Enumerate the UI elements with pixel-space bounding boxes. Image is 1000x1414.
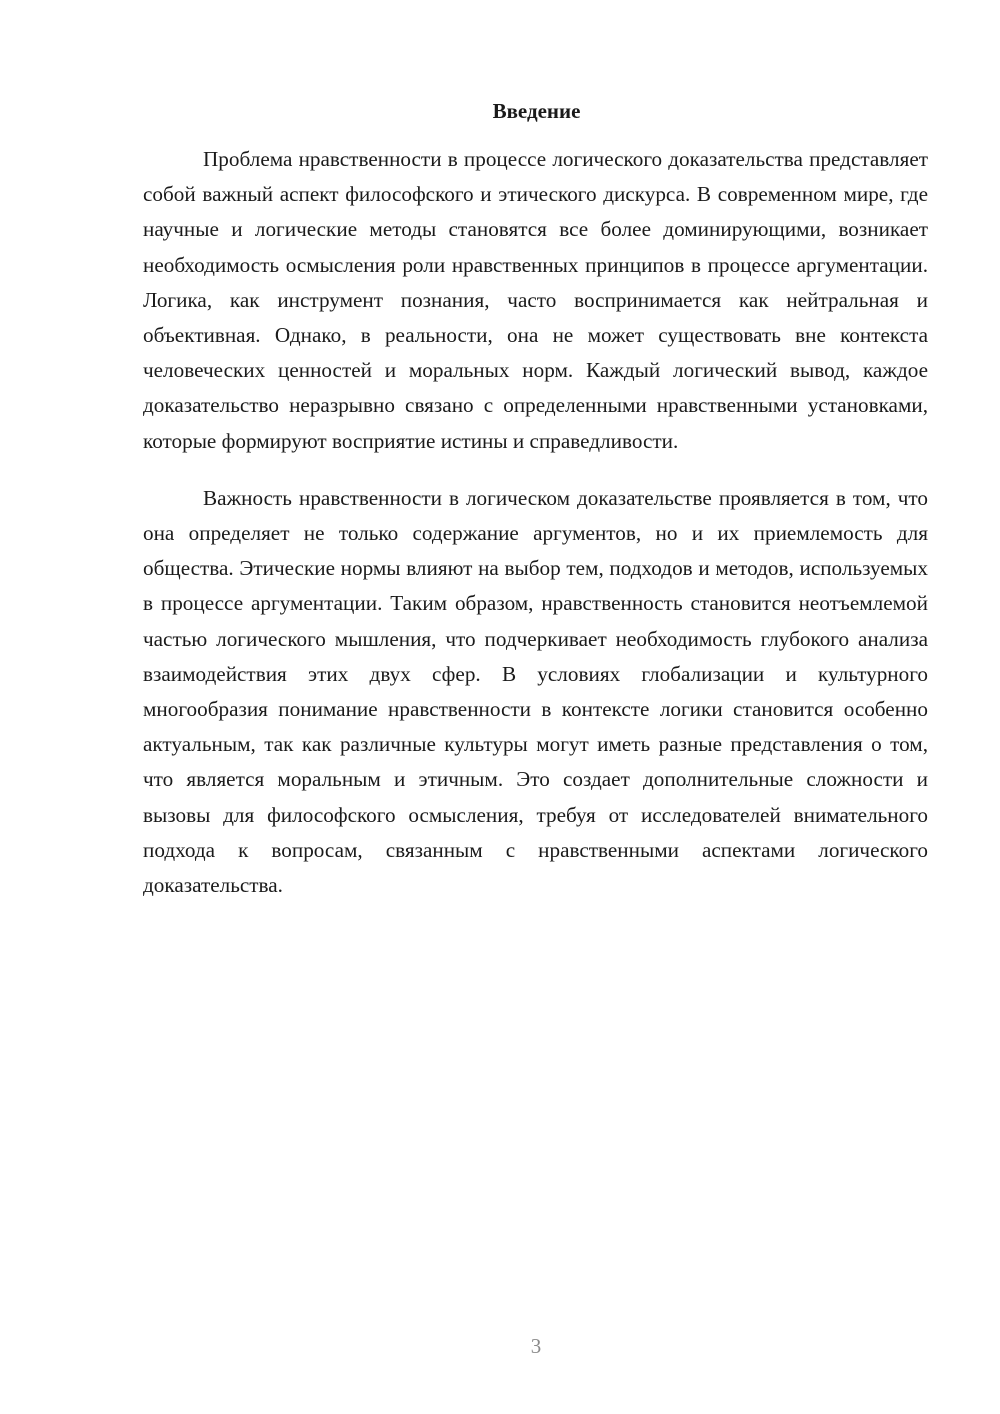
page-number: 3	[530, 1334, 542, 1358]
paragraph-2: Важность нравственности в логическом доказательстве проявляется в том, что она определяет не только содержание аргументов, но и их приемлемость для общества. Этические нормы влияют на выбор тем, подходов и методов, используемых в процессе аргументации. Таким образом, нравственность становится неотъемлемой частью логического мышления, что подчеркивает необходимость глубокого анализа взаимодействия этих двух сфер. В условиях глобализации и культурного многообразия понимание нравственности в контексте логики становится особенно актуальным, так как различные культуры могут иметь разные представления о том, что является моральным и этичным. Это создает дополнительные сложности и вызовы для философского осмысления, требуя от исследователей внимательного подхода к вопросам, связанным с нравственными аспектами логического доказательства.	[143, 485, 928, 898]
section-title: Введение	[492, 99, 581, 123]
page-content	[143, 96, 928, 903]
paragraph-1: Проблема нравственности в процессе логического доказательства представляет собой важный аспект философского и этического дискурса. В современном мире, где научные и логические методы становятся все более доминирующими, возникает необходимость осмысления роли нравственных принципов в процессе аргументации. Логика, как инструмент познания, часто воспринимается как нейтральная и объективная. Однако, в реальности, она не может существовать вне контекста человеческих ценностей и моральных норм. Каждый логический вывод, каждое доказательство неразрывно связано с определенными нравственными установками, которые формируют восприятие истины и справедливости.	[143, 147, 928, 453]
